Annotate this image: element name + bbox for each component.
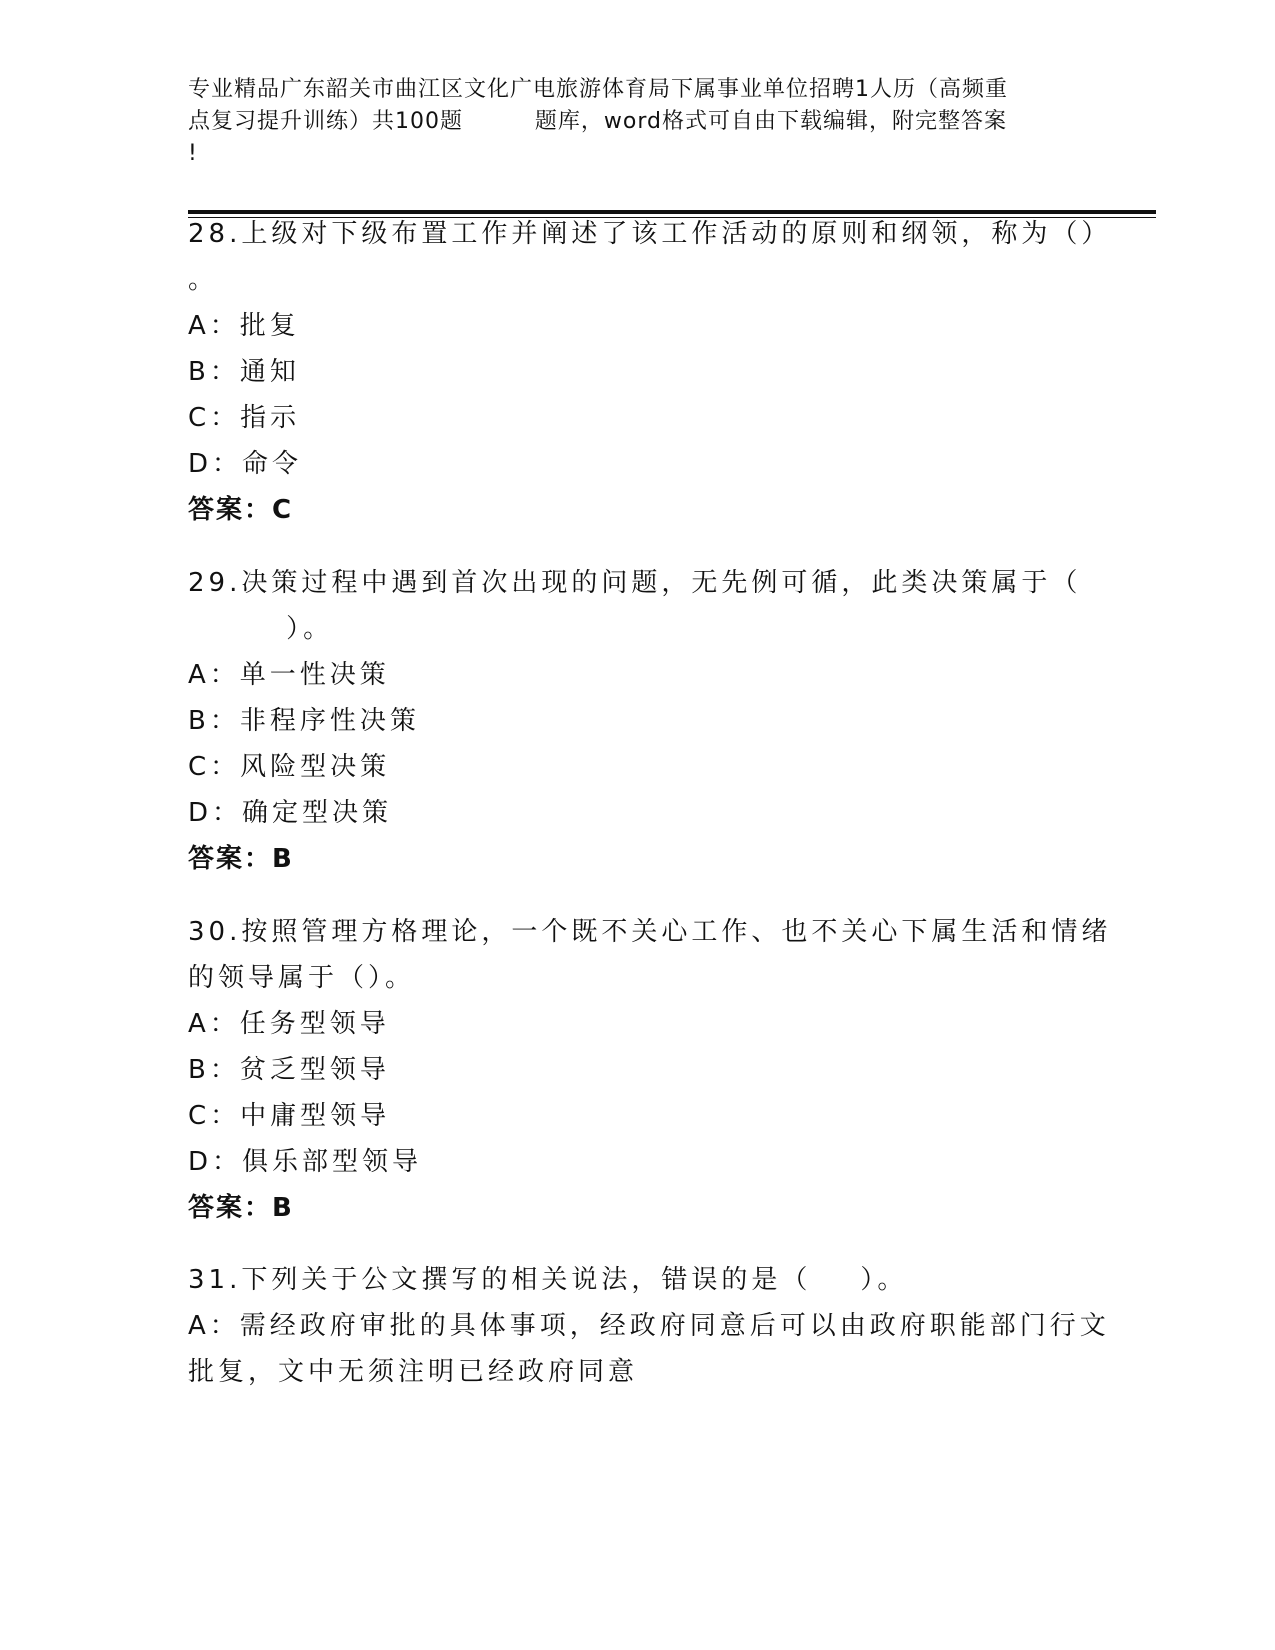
question-stem <box>188 1257 1088 1303</box>
option-a: A：任务型领导 <box>188 1009 390 1039</box>
stem-line: 28.上级对下级布置工作并阐述了该工作活动的原则和纲领，称为（） <box>188 219 1112 249</box>
option-line: A：需经政府审批的具体事项，经政府同意后可以由政府职能部门行文 <box>188 1311 1110 1341</box>
option-b: B：贫乏型领导 <box>188 1055 390 1085</box>
stem-line: 30.按照管理方格理论，一个既不关心工作、也不关心下属生活和情绪 <box>188 917 1112 947</box>
option-d: D：俱乐部型领导 <box>188 1147 423 1177</box>
header-line: 点复习提升训练）共100题 题库，word格式可自由下载编辑，附完整答案 <box>188 109 1008 134</box>
header-line: 专业精品广东韶关市曲江区文化广电旅游体育局下属事业单位招聘1人历（高频重 <box>188 77 1008 102</box>
question-stem <box>188 211 1112 303</box>
option-line: 批复，文中无须注明已经政府同意 <box>188 1357 639 1387</box>
question-stem <box>188 909 1112 1001</box>
question-31 <box>188 1257 1110 1395</box>
option-a: A：批复 <box>188 311 300 341</box>
stem-line: 29.决策过程中遇到首次出现的问题，无先例可循，此类决策属于（ <box>188 568 1082 598</box>
question-30 <box>188 909 1112 1231</box>
option-b: B：非程序性决策 <box>188 706 420 736</box>
option-d: D：确定型决策 <box>188 798 393 828</box>
option-a <box>188 1303 1110 1395</box>
question-28 <box>188 211 1112 533</box>
question-stem <box>188 560 1088 652</box>
answer: 答案：B <box>188 844 294 874</box>
option-d: D：命令 <box>188 449 303 479</box>
option-b: B：通知 <box>188 357 300 387</box>
option-c: C：风险型决策 <box>188 752 391 782</box>
header-line: ! <box>188 141 198 166</box>
option-c: C：中庸型领导 <box>188 1101 391 1131</box>
stem-line: 。 <box>188 265 219 295</box>
stem-line: ）。 <box>188 614 334 644</box>
document-header <box>188 74 1088 170</box>
option-a: A：单一性决策 <box>188 660 390 690</box>
stem-line: 31.下列关于公文撰写的相关说法，错误的是（ ）。 <box>188 1265 908 1295</box>
answer: 答案：C <box>188 495 294 525</box>
stem-line: 的领导属于（）。 <box>188 963 416 993</box>
question-29 <box>188 560 1088 882</box>
answer: 答案：B <box>188 1193 294 1223</box>
option-c: C：指示 <box>188 403 301 433</box>
